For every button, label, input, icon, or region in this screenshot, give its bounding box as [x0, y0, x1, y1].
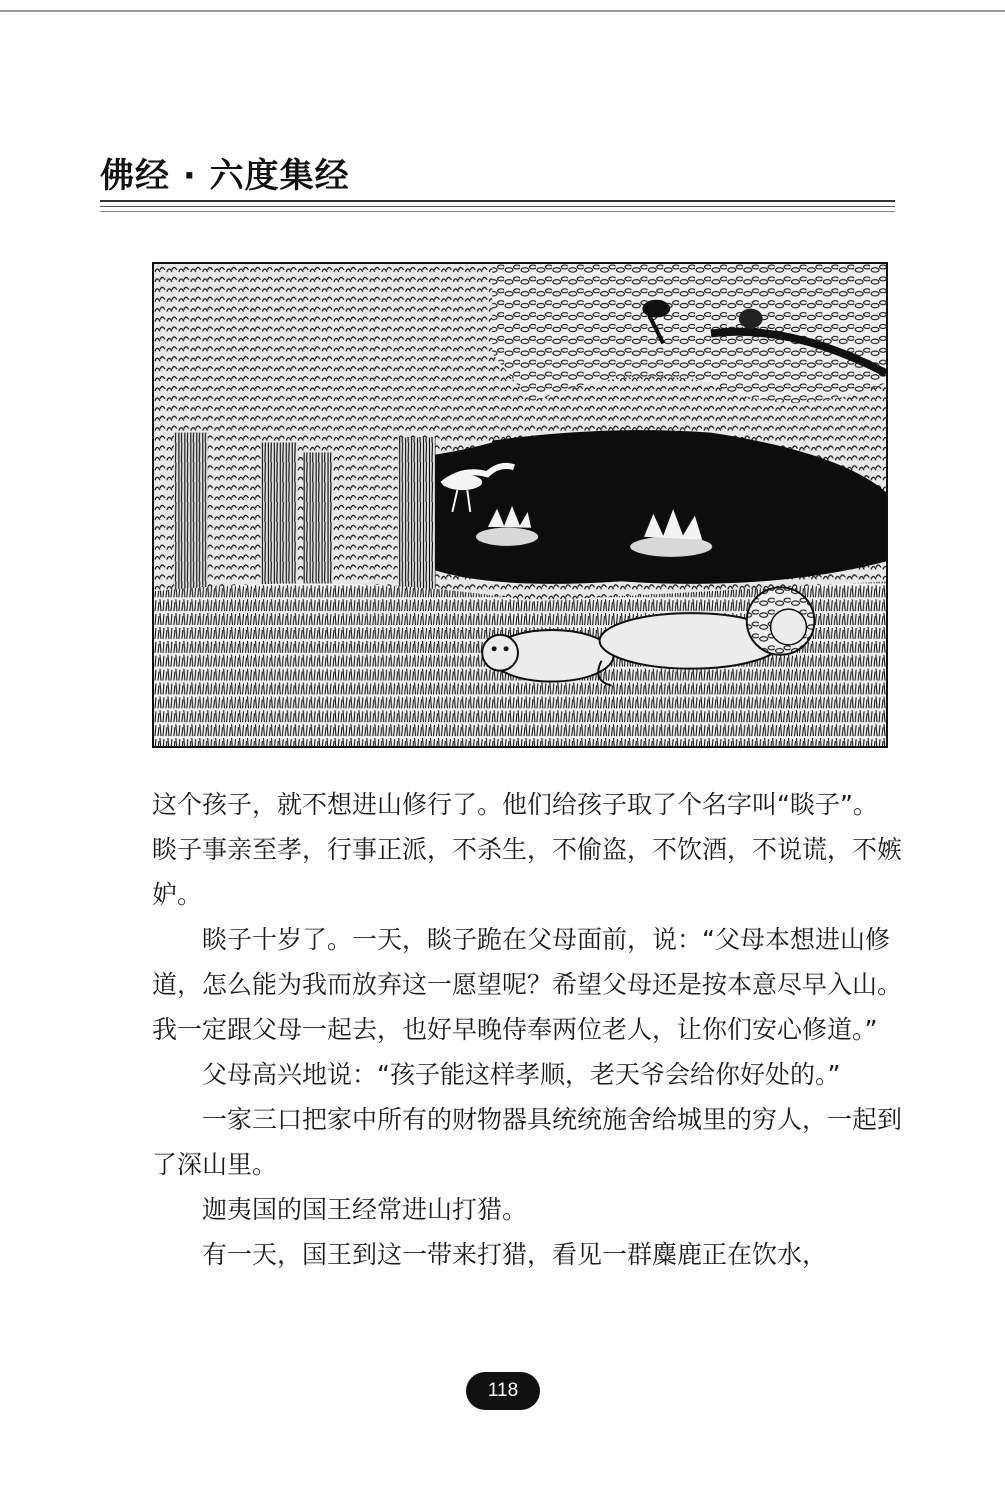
header-rule [100, 211, 895, 212]
paragraph: 一家三口把家中所有的财物器具统统施舍给城里的穷人，一起到了深山里。 [152, 1105, 903, 1179]
body-text [152, 782, 902, 1277]
illustration [152, 262, 888, 748]
forest-scene-illustration [154, 264, 886, 746]
top-rule [0, 10, 1005, 12]
page-number: 118 [466, 1372, 540, 1410]
paragraph: 睒子十岁了。一天，睒子跪在父母面前，说：“父母本想进山修道，怎么能为我而放弃这一愿望呢？希望父母还是按本意尽早入山。我一定跟父母一起去，也好早晚侍奉两位老人，让你们安心修道。” [152, 925, 903, 1044]
paragraph: 父母高兴地说：“孩子能这样孝顺，老天爷会给你好处的。” [202, 1060, 841, 1089]
paragraph: 有一天，国王到这一带来打猎，看见一群麋鹿正在饮水， [202, 1240, 828, 1269]
paragraph: 迦夷国的国王经常进山打猎。 [202, 1195, 528, 1224]
paragraph: 这个孩子，就不想进山修行了。他们给孩子取了个名字叫“睒子”。睒子事亲至孝，行事正派，不杀生，不偷盗，不饮酒，不说谎，不嫉妒。 [152, 790, 903, 909]
header-rule [100, 206, 895, 207]
running-title: 佛经 · 六度集经 [100, 156, 350, 196]
header-rule [100, 200, 895, 202]
page-header [100, 150, 900, 202]
